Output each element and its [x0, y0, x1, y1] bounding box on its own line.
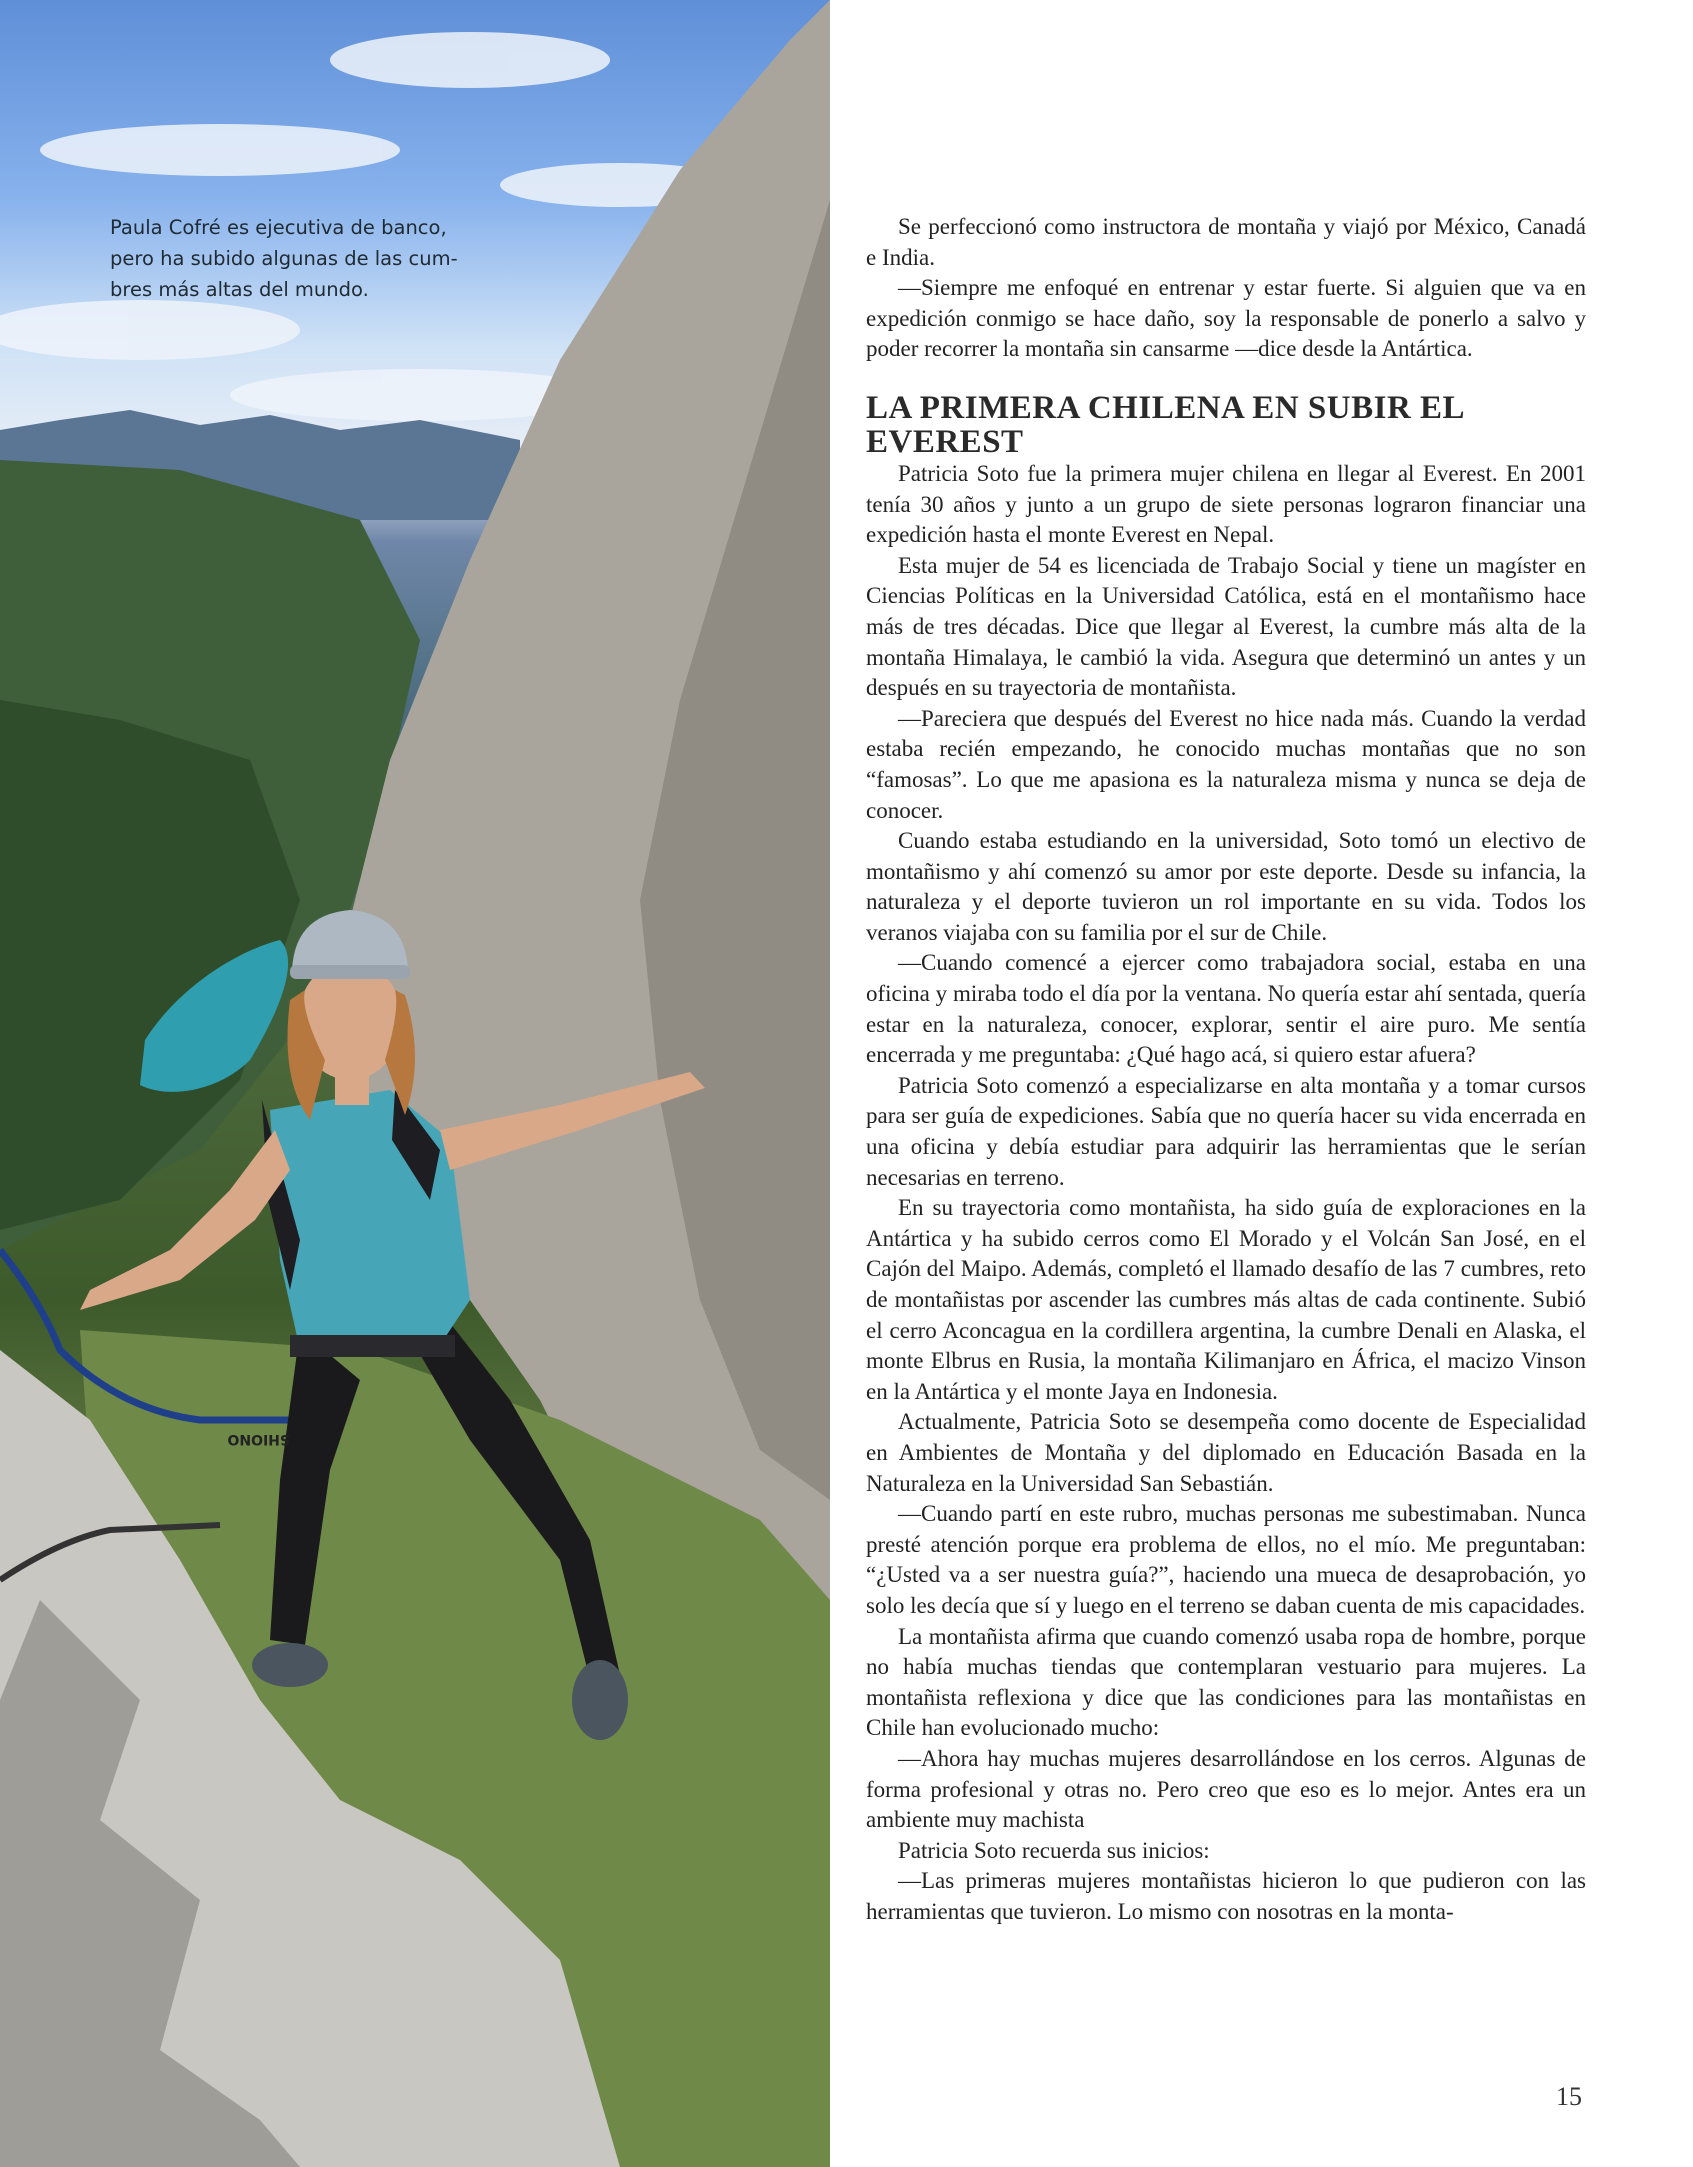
intro-paragraph: —Siempre me enfoqué en entrenar y estar fuerte. Si alguien que va en expedición conmigo se hace daño, soy la responsable de ponerlo a salvo y poder recorrer la montaña sin cansarme —dice desde la Antártica.	[866, 275, 1586, 362]
mountain-scene-illustration	[0, 0, 830, 2167]
body-paragraph: Actualmente, Patricia Soto se desempeña como docente de Especialidad en Ambientes de Montaña y del diplomado en Educación Basada en la Naturaleza en la Universidad San Sebastián.	[866, 1409, 1586, 1496]
body-paragraph: Patricia Soto comenzó a especializarse en alta montaña y a tomar cursos para ser guía de expediciones. Sabía que no quería hacer su vida encerrada en una oficina y debía estudiar para adquirir las herramientas que le serían necesarias en terreno.	[866, 1072, 1586, 1190]
intro-paragraph: Se perfeccionó como instructora de montaña y viajó por México, Canadá e India.	[866, 214, 1586, 270]
body-paragraph: —Cuando comencé a ejercer como trabajadora social, estaba en una oficina y miraba todo el día por la ventana. No quería estar ahí sentada, quería estar en la naturaleza, conocer, explorar, sentir el aire puro. Me sentía encerrada y me preguntaba: ¿Qué hago acá, si quiero estar afuera?	[866, 950, 1586, 1068]
body-paragraph: —Las primeras mujeres montañistas hicieron lo que pudieron con las herramientas que tuvieron. Lo mismo con nosotras en la monta-	[866, 1868, 1586, 1924]
body-paragraph: La montañista afirma que cuando comenzó usaba ropa de hombre, porque no había muchas tiendas que contemplaran vestuario para mujeres. La montañista reflexiona y dice que las condiciones para las montañistas en Chile han evolucionado mucho:	[866, 1623, 1586, 1741]
page-number: 15	[1556, 2082, 1582, 2111]
body-paragraph: Patricia Soto recuerda sus inicios:	[898, 1837, 1210, 1863]
climber-photo	[0, 0, 830, 2167]
body-paragraph: —Ahora hay muchas mujeres desarrollándose en los cerros. Algunas de forma profesional y otras no. Pero creo que eso es lo mejor. Antes era un ambiente muy machista	[866, 1745, 1586, 1833]
article-column	[866, 212, 1586, 1927]
body-paragraph: —Pareciera que después del Everest no hice nada más. Cuando la verdad estaba recién empezando, he conocido muchas montañas que no son “famosas”. Lo que me apasiona es la naturaleza misma y nunca se deja de conocer.	[866, 705, 1586, 823]
body-paragraph: En su trayectoria como montañista, ha sido guía de exploraciones en la Antártica y ha subido cerros como El Morado y el Volcán San José, en el Cajón del Maipo. Además, completó el llamado desafío de las 7 cumbres, reto de montañistas por ascender las cumbres más altas de cada continente. Subió el cerro Aconcagua en la cordillera argentina, la cumbre Denali en Alaska, el monte Elbrus en Rusia, la montaña Kilimanjaro en África, el macizo Vinson en la Antártica y el monte Jaya en Indonesia.	[866, 1195, 1586, 1404]
section-heading: LA PRIMERA CHILENA EN SUBIR EL EVEREST	[866, 389, 1464, 460]
photo-caption: Paula Cofré es ejecutiva de banco, pero ha subido algunas de las cum- bres más altas del mundo.	[110, 216, 458, 301]
rope-brand-label: SHIONO	[227, 1431, 290, 1447]
body-paragraph: —Cuando partí en este rubro, muchas personas me subestimaban. Nunca presté atención porque era problema de ellos, no el mío. Me preguntaban: “¿Usted va a ser nuestra guía?”, haciendo una mueca de desaprobación, yo solo les decía que sí y luego en el terreno se daban cuenta de mis capacidades.	[866, 1501, 1586, 1618]
body-paragraph: Esta mujer de 54 es licenciada de Trabajo Social y tiene un magíster en Ciencias Políticas en la Universidad Católica, está en el montañismo hace más de tres décadas. Dice que llegar al Everest, la cumbre más alta de la montaña Himalaya, le cambió la vida. Asegura que determinó un antes y un después en su trayectoria de montañista.	[866, 552, 1586, 701]
body-paragraph: Cuando estaba estudiando en la universidad, Soto tomó un electivo de montañismo y ahí comenzó su amor por este deporte. Desde su infancia, la naturaleza y el deporte tuvieron un rol importante en su vida. Todos los veranos viajaba con su familia por el sur de Chile.	[866, 828, 1586, 945]
body-paragraph: Patricia Soto fue la primera mujer chilena en llegar al Everest. En 2001 tenía 30 años y junto a un grupo de siete personas lograron financiar una expedición hasta el monte Everest en Nepal.	[866, 460, 1586, 548]
